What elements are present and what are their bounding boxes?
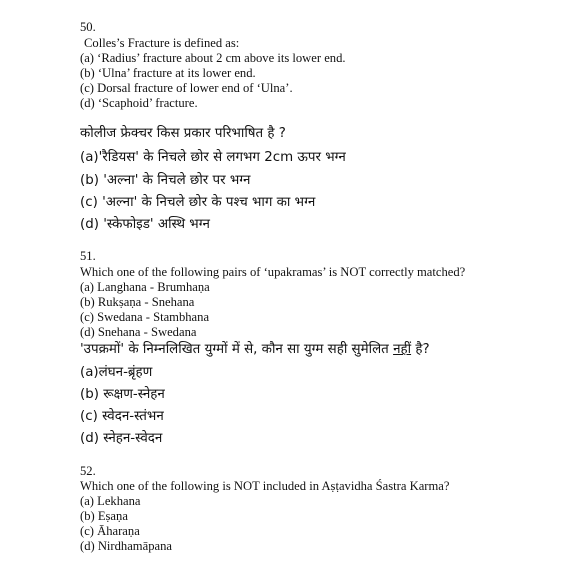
question-51-text-hi-underlined: नहीं bbox=[393, 342, 412, 357]
question-52-option-c-en: (c) Āharaṇa bbox=[80, 524, 140, 538]
question-50-option-a-hi: (a)'रैडियस' के निचले छोर से लगभग 2cm ऊपर भग्न bbox=[80, 150, 346, 165]
question-50-number: 50. bbox=[80, 20, 96, 34]
question-50-option-c-en: (c) Dorsal fracture of lower end of ‘Ulna’. bbox=[80, 81, 293, 95]
question-51-text-hi-start: 'उपक्रमों' के निम्नलिखित युग्मों में से, कौन सा युग्म सही सुमेलित bbox=[80, 342, 394, 357]
question-51-option-a-hi: (a)लंघन-ब्रृंहण bbox=[80, 365, 153, 380]
question-50-option-c-hi: (c) 'अल्ना' के निचले छोर के पश्च भाग का भग्न bbox=[80, 195, 316, 210]
question-51-option-b-en: (b) Rukṣaṇa - Snehana bbox=[80, 295, 195, 309]
question-50-option-d-en: (d) ‘Scaphoid’ fracture. bbox=[80, 96, 198, 110]
question-51-text-hi bbox=[80, 341, 430, 359]
question-52-option-d-en: (d) Nirdhamāpana bbox=[80, 539, 172, 553]
question-51-text-en: Which one of the following pairs of ‘upakramas’ is NOT correctly matched? bbox=[80, 265, 466, 279]
question-50-option-a-en: (a) ‘Radius’ fracture about 2 cm above its lower end. bbox=[80, 51, 346, 65]
question-52-option-b-en: (b) Eṣaṇa bbox=[80, 509, 128, 523]
question-51-option-d-en: (d) Snehana - Swedana bbox=[80, 325, 197, 339]
question-51-option-a-en: (a) Langhana - Brumhaṇa bbox=[80, 280, 210, 294]
question-51-option-d-hi: (d) स्नेहन-स्वेदन bbox=[80, 431, 163, 446]
question-50-option-d-hi: (d) 'स्केफोइड' अस्थि भग्न bbox=[80, 217, 210, 232]
question-52-number: 52. bbox=[80, 464, 96, 478]
question-50-text-en: Colles’s Fracture is defined as: bbox=[84, 36, 240, 50]
question-50-option-b-en: (b) ‘Ulna’ fracture at its lower end. bbox=[80, 66, 256, 80]
question-51-option-b-hi: (b) रूक्षण-स्नेहन bbox=[80, 387, 165, 402]
question-51-text-hi-end: है? bbox=[411, 342, 430, 357]
question-52-option-a-en: (a) Lekhana bbox=[80, 494, 141, 508]
question-50-option-b-hi: (b) 'अल्ना' के निचले छोर पर भग्न bbox=[80, 173, 251, 188]
question-51-option-c-en: (c) Swedana - Stambhana bbox=[80, 310, 210, 324]
question-51-option-c-hi: (c) स्वेदन-स्तंभन bbox=[80, 409, 164, 424]
question-52-text-en: Which one of the following is NOT included in Aṣṭavidha Śastra Karma? bbox=[80, 479, 450, 493]
question-51-number: 51. bbox=[80, 249, 96, 263]
question-50-text-hi: कोलीज फ्रेक्चर किस प्रकार परिभाषित है ? bbox=[80, 126, 286, 141]
